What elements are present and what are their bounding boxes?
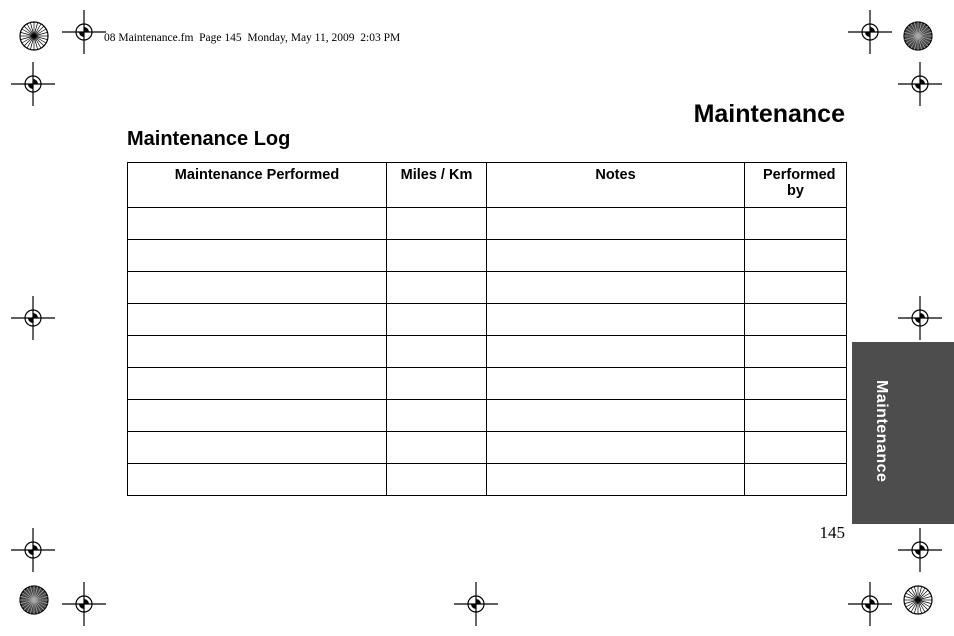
table-cell: [487, 208, 745, 240]
table-row: [128, 464, 847, 496]
column-header-maintenance-performed: Maintenance Performed: [128, 163, 387, 208]
registration-crosshair-icon: [11, 528, 55, 572]
page-number: 145: [819, 523, 845, 542]
registration-crosshair-icon: [62, 10, 106, 54]
section-title: Maintenance Log: [127, 128, 291, 150]
table-cell: [487, 240, 745, 272]
table-cell: [745, 208, 847, 240]
table-cell: [128, 240, 387, 272]
table-cell: [745, 400, 847, 432]
starburst-registration-icon: [904, 22, 932, 50]
table-cell: [387, 240, 487, 272]
table-cell: [487, 464, 745, 496]
registration-crosshair-icon: [848, 10, 892, 54]
starburst-registration-icon: [904, 586, 932, 614]
starburst-registration-icon: [20, 22, 48, 50]
side-tab: [852, 342, 954, 524]
table-cell: [745, 240, 847, 272]
table-cell: [487, 400, 745, 432]
column-header-miles-km: Miles / Km: [387, 163, 487, 208]
table-header-row: [128, 163, 847, 208]
file-slug: 08 Maintenance.fm Page 145 Monday, May 11, 2009 2:03 PM: [104, 32, 401, 44]
registration-crosshair-icon: [62, 582, 106, 626]
side-tab-label: Maintenance: [873, 380, 890, 483]
table-cell: [387, 336, 487, 368]
table-cell: [128, 304, 387, 336]
table-cell: [128, 400, 387, 432]
table-cell: [387, 432, 487, 464]
table-cell: [128, 336, 387, 368]
table-cell: [745, 464, 847, 496]
table-row: [128, 368, 847, 400]
table-row: [128, 400, 847, 432]
table-cell: [487, 336, 745, 368]
registration-crosshair-icon: [11, 62, 55, 106]
table-cell: [128, 464, 387, 496]
registration-crosshair-icon: [898, 62, 942, 106]
maintenance-log-table: [127, 162, 847, 496]
table-cell: [487, 432, 745, 464]
table-row: [128, 240, 847, 272]
table-row: [128, 272, 847, 304]
table-cell: [128, 368, 387, 400]
table-cell: [128, 272, 387, 304]
table-cell: [745, 304, 847, 336]
table-cell: [487, 304, 745, 336]
table-row: [128, 336, 847, 368]
table-cell: [387, 272, 487, 304]
registration-crosshair-icon: [11, 296, 55, 340]
table-cell: [128, 432, 387, 464]
table-cell: [487, 272, 745, 304]
table-cell: [387, 464, 487, 496]
table-cell: [487, 368, 745, 400]
table-cell: [387, 304, 487, 336]
registration-crosshair-icon: [898, 296, 942, 340]
registration-crosshair-icon: [454, 582, 498, 626]
table-cell: [745, 432, 847, 464]
table-cell: [387, 368, 487, 400]
table-cell: [387, 400, 487, 432]
chapter-title: Maintenance: [693, 100, 845, 128]
table-cell: [745, 272, 847, 304]
registration-crosshair-icon: [848, 582, 892, 626]
table-row: [128, 432, 847, 464]
column-header-notes: Notes: [487, 163, 745, 208]
table-cell: [387, 208, 487, 240]
table-row: [128, 208, 847, 240]
starburst-registration-icon: [20, 586, 48, 614]
performed-by-label: Performed by: [763, 167, 836, 199]
table-cell: [745, 336, 847, 368]
registration-crosshair-icon: [898, 528, 942, 572]
table-cell: [745, 368, 847, 400]
column-header-performed-by: [745, 163, 847, 208]
table-row: [128, 304, 847, 336]
table-cell: [128, 208, 387, 240]
